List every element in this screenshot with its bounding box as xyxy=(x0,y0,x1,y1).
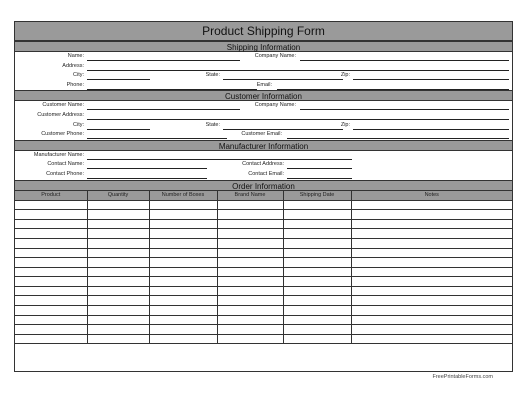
table-cell[interactable] xyxy=(15,219,87,229)
table-cell[interactable] xyxy=(283,334,351,344)
table-cell[interactable] xyxy=(15,267,87,277)
table-cell[interactable] xyxy=(217,296,283,306)
table-row xyxy=(15,277,512,287)
table-cell[interactable] xyxy=(217,200,283,210)
table-cell[interactable] xyxy=(149,238,217,248)
table-cell[interactable] xyxy=(351,200,512,210)
table-cell[interactable] xyxy=(283,200,351,210)
table-cell[interactable] xyxy=(149,325,217,335)
table-cell[interactable] xyxy=(217,219,283,229)
table-cell[interactable] xyxy=(15,325,87,335)
table-cell[interactable] xyxy=(283,286,351,296)
table-cell[interactable] xyxy=(217,315,283,325)
table-row xyxy=(15,306,512,316)
table-cell[interactable] xyxy=(15,238,87,248)
table-cell[interactable] xyxy=(15,334,87,344)
table-cell[interactable] xyxy=(87,200,149,210)
table-cell[interactable] xyxy=(217,238,283,248)
table-cell[interactable] xyxy=(283,306,351,316)
table-cell[interactable] xyxy=(149,306,217,316)
table-cell[interactable] xyxy=(87,267,149,277)
label-customer-email: Customer Email: xyxy=(241,131,282,138)
table-cell[interactable] xyxy=(351,238,512,248)
table-cell[interactable] xyxy=(351,219,512,229)
table-row xyxy=(15,219,512,229)
table-cell[interactable] xyxy=(217,325,283,335)
col-header-notes: Notes xyxy=(351,191,512,201)
table-cell[interactable] xyxy=(217,248,283,258)
label-contact-phone: Contact Phone: xyxy=(46,170,84,177)
field-customer-email[interactable] xyxy=(287,138,509,139)
form-title: Product Shipping Form xyxy=(15,22,512,41)
table-cell[interactable] xyxy=(351,296,512,306)
table-cell[interactable] xyxy=(15,286,87,296)
table-cell[interactable] xyxy=(217,277,283,287)
order-table xyxy=(15,191,512,345)
field-email[interactable] xyxy=(277,89,509,90)
table-cell[interactable] xyxy=(87,248,149,258)
label-customer-city: City: xyxy=(73,121,84,128)
table-cell[interactable] xyxy=(283,238,351,248)
table-cell[interactable] xyxy=(87,334,149,344)
table-cell[interactable] xyxy=(217,210,283,220)
table-cell[interactable] xyxy=(87,229,149,239)
table-cell[interactable] xyxy=(283,229,351,239)
table-cell[interactable] xyxy=(351,210,512,220)
table-cell[interactable] xyxy=(149,229,217,239)
table-row xyxy=(15,296,512,306)
table-cell[interactable] xyxy=(15,210,87,220)
table-cell[interactable] xyxy=(351,315,512,325)
table-cell[interactable] xyxy=(149,277,217,287)
label-email: Email: xyxy=(256,81,272,88)
table-cell[interactable] xyxy=(149,334,217,344)
section-header-shipping: Shipping Information xyxy=(15,41,512,52)
table-cell[interactable] xyxy=(283,258,351,268)
label-customer-address: Customer Address: xyxy=(37,111,84,118)
table-cell[interactable] xyxy=(15,248,87,258)
table-row xyxy=(15,248,512,258)
table-row xyxy=(15,258,512,268)
label-address: Address: xyxy=(62,62,84,69)
col-header-quantity: Quantity xyxy=(87,191,149,201)
table-cell[interactable] xyxy=(87,219,149,229)
order-table-body xyxy=(15,200,512,344)
field-customer-phone[interactable] xyxy=(87,138,227,139)
table-cell[interactable] xyxy=(283,296,351,306)
table-cell[interactable] xyxy=(149,248,217,258)
table-cell[interactable] xyxy=(15,258,87,268)
shipping-fields xyxy=(15,52,512,90)
table-row xyxy=(15,210,512,220)
table-cell[interactable] xyxy=(217,229,283,239)
table-cell[interactable] xyxy=(149,296,217,306)
label-contact-email: Contact Email: xyxy=(248,170,284,177)
label-customer-name: Customer Name: xyxy=(42,102,84,109)
label-company-name: Company Name: xyxy=(254,53,296,59)
table-cell[interactable] xyxy=(149,219,217,229)
table-cell[interactable] xyxy=(15,200,87,210)
manufacturer-fields xyxy=(15,151,512,180)
label-contact-name: Contact Name: xyxy=(47,161,84,168)
table-cell[interactable] xyxy=(15,277,87,287)
table-cell[interactable] xyxy=(15,315,87,325)
field-contact-phone[interactable] xyxy=(87,178,207,179)
col-header-product: Product xyxy=(15,191,87,201)
table-cell[interactable] xyxy=(283,219,351,229)
customer-fields xyxy=(15,101,512,139)
table-cell[interactable] xyxy=(149,315,217,325)
label-manufacturer-name: Manufacturer Name: xyxy=(33,151,84,158)
table-cell[interactable] xyxy=(149,200,217,210)
table-cell[interactable] xyxy=(149,210,217,220)
table-row xyxy=(15,286,512,296)
table-cell[interactable] xyxy=(283,267,351,277)
table-cell[interactable] xyxy=(283,325,351,335)
section-header-order: Order Information xyxy=(15,180,512,191)
col-header-shipping-date: Shipping Date xyxy=(283,191,351,201)
label-zip: Zip: xyxy=(340,72,350,79)
table-cell[interactable] xyxy=(351,306,512,316)
shipping-form xyxy=(14,21,513,372)
table-cell[interactable] xyxy=(87,306,149,316)
table-cell[interactable] xyxy=(87,286,149,296)
table-cell[interactable] xyxy=(351,258,512,268)
table-cell[interactable] xyxy=(351,267,512,277)
table-cell[interactable] xyxy=(149,258,217,268)
table-cell[interactable] xyxy=(87,210,149,220)
field-contact-email[interactable] xyxy=(287,178,352,179)
table-cell[interactable] xyxy=(217,258,283,268)
section-header-manufacturer: Manufacturer Information xyxy=(15,140,512,151)
table-cell[interactable] xyxy=(217,334,283,344)
label-phone: Phone: xyxy=(66,81,84,88)
label-customer-state: State: xyxy=(205,121,220,128)
footer-credit: FreePrintableForms.com xyxy=(432,374,493,380)
table-row xyxy=(15,200,512,210)
table-row xyxy=(15,267,512,277)
table-row xyxy=(15,229,512,239)
label-city: City: xyxy=(73,72,84,79)
table-cell[interactable] xyxy=(15,296,87,306)
label-customer-phone: Customer Phone: xyxy=(41,131,84,138)
table-row xyxy=(15,334,512,344)
table-cell[interactable] xyxy=(283,248,351,258)
table-cell[interactable] xyxy=(87,258,149,268)
table-cell[interactable] xyxy=(149,286,217,296)
col-header-number-of-boxes: Number of Boxes xyxy=(149,191,217,201)
label-state: State: xyxy=(205,72,220,79)
col-header-brand-name: Brand Name xyxy=(217,191,283,201)
table-cell[interactable] xyxy=(217,306,283,316)
table-cell[interactable] xyxy=(15,229,87,239)
table-row xyxy=(15,238,512,248)
table-cell[interactable] xyxy=(351,277,512,287)
table-cell[interactable] xyxy=(351,334,512,344)
field-phone[interactable] xyxy=(87,89,257,90)
table-cell[interactable] xyxy=(87,315,149,325)
table-cell[interactable] xyxy=(217,267,283,277)
section-header-customer: Customer Information xyxy=(15,90,512,101)
table-cell[interactable] xyxy=(87,238,149,248)
table-cell[interactable] xyxy=(15,306,87,316)
table-cell[interactable] xyxy=(283,315,351,325)
table-row xyxy=(15,315,512,325)
table-cell[interactable] xyxy=(87,325,149,335)
table-row xyxy=(15,325,512,335)
table-cell[interactable] xyxy=(87,296,149,306)
label-customer-company-name: Company Name: xyxy=(254,102,296,109)
label-contact-address: Contact Address: xyxy=(242,161,284,168)
table-cell[interactable] xyxy=(351,229,512,239)
table-cell[interactable] xyxy=(351,248,512,258)
label-customer-zip: Zip: xyxy=(340,121,350,128)
label-name: Name: xyxy=(67,53,84,59)
table-cell[interactable] xyxy=(149,267,217,277)
table-cell[interactable] xyxy=(351,325,512,335)
table-cell[interactable] xyxy=(283,277,351,287)
order-table-header xyxy=(15,191,512,201)
table-cell[interactable] xyxy=(217,286,283,296)
table-cell[interactable] xyxy=(283,210,351,220)
table-cell[interactable] xyxy=(87,277,149,287)
table-cell[interactable] xyxy=(351,286,512,296)
